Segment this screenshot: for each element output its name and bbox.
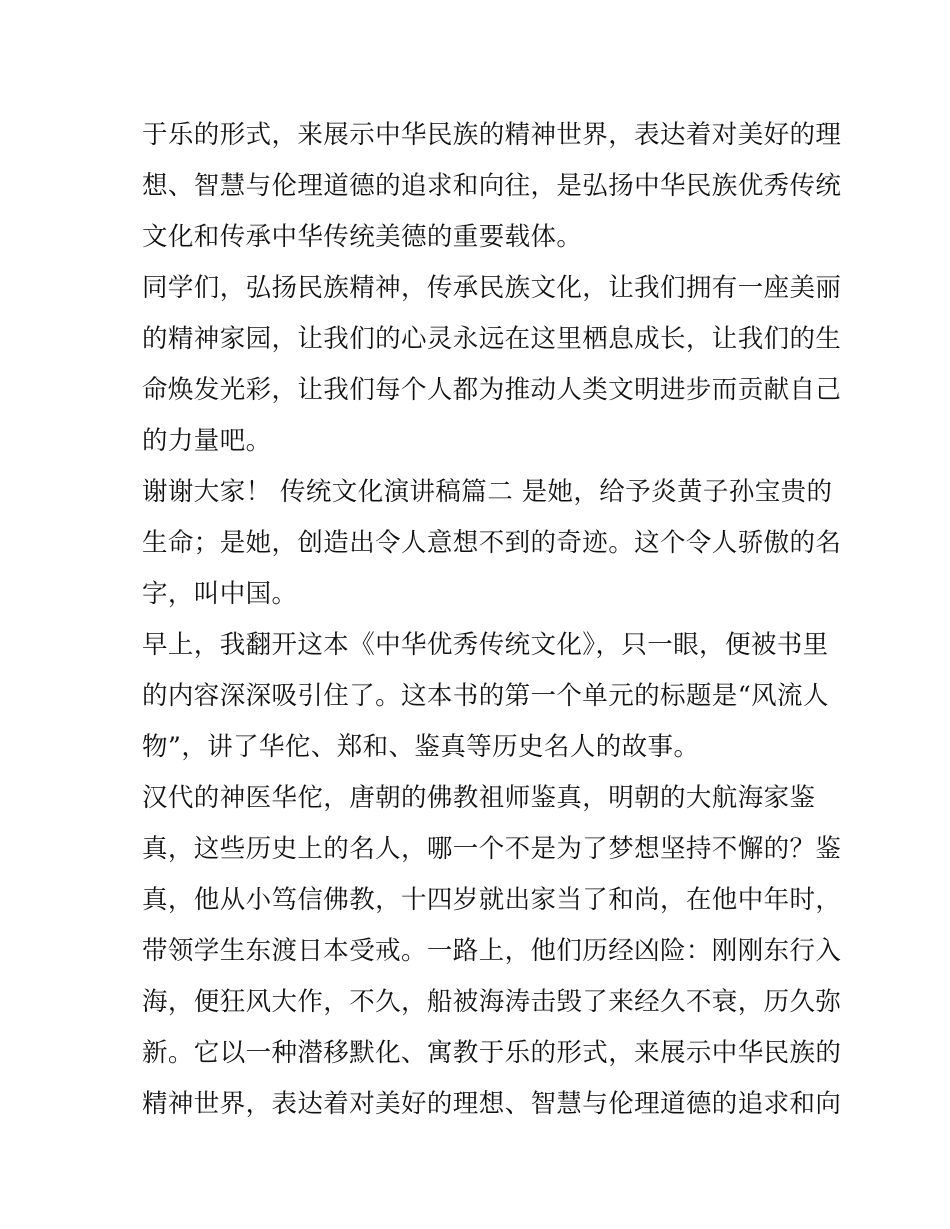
text-line-8: 谢谢大家！ 传统文化演讲稿篇二 是她，给予炎黄子孙宝贵的: [142, 477, 833, 507]
text-line-7: 的力量吧。: [142, 426, 272, 456]
text-line-11: 早上，我翻开这本《中华优秀传统文化》，只一眼，便被书里: [142, 630, 829, 660]
text-line-16: 真，他从小笃信佛教，十四岁就出家当了和尚，在他中年时，: [142, 885, 842, 915]
text-line-9: 生命；是她，创造出令人意想不到的奇迹。这个令人骄傲的名: [142, 528, 842, 558]
text-line-18: 海，便狂风大作，不久，船被海涛击毁了来经久不衰，历久弥: [142, 987, 842, 1017]
text-line-13: 物”，讲了华佗、郑和、鉴真等历史名人的故事。: [142, 732, 700, 762]
text-line-5: 的精神家园，让我们的心灵永远在这里栖息成长，让我们的生: [142, 324, 842, 354]
text-line-10: 字，叫中国。: [142, 579, 298, 609]
text-line-20: 精神世界，表达着对美好的理想、智慧与伦理道德的追求和向: [142, 1089, 842, 1119]
text-line-3: 文化和传承中华传统美德的重要载体。: [142, 222, 583, 252]
text-line-19: 新。它以一种潜移默化、寓教于乐的形式，来展示中华民族的: [142, 1038, 842, 1068]
text-line-6: 命焕发光彩，让我们每个人都为推动人类文明进步而贡献自己: [142, 375, 842, 405]
text-line-2: 想、智慧与伦理道德的追求和向往，是弘扬中华民族优秀传统: [142, 171, 842, 201]
text-line-12: 的内容深深吸引住了。这本书的第一个单元的标题是“风流人: [142, 681, 829, 711]
body-text: [142, 110, 842, 1130]
text-line-1: 于乐的形式，来展示中华民族的精神世界，表达着对美好的理: [142, 120, 842, 150]
text-line-4: 同学们，弘扬民族精神，传承民族文化，让我们拥有一座美丽: [142, 273, 842, 303]
text-line-14: 汉代的神医华佗，唐朝的佛教祖师鉴真，明朝的大航海家鉴: [142, 783, 816, 813]
text-line-17: 带领学生东渡日本受戒。一路上，他们历经凶险：刚刚东行入: [142, 936, 842, 966]
text-line-15: 真，这些历史上的名人，哪一个不是为了梦想坚持不懈的？鉴: [142, 834, 842, 864]
